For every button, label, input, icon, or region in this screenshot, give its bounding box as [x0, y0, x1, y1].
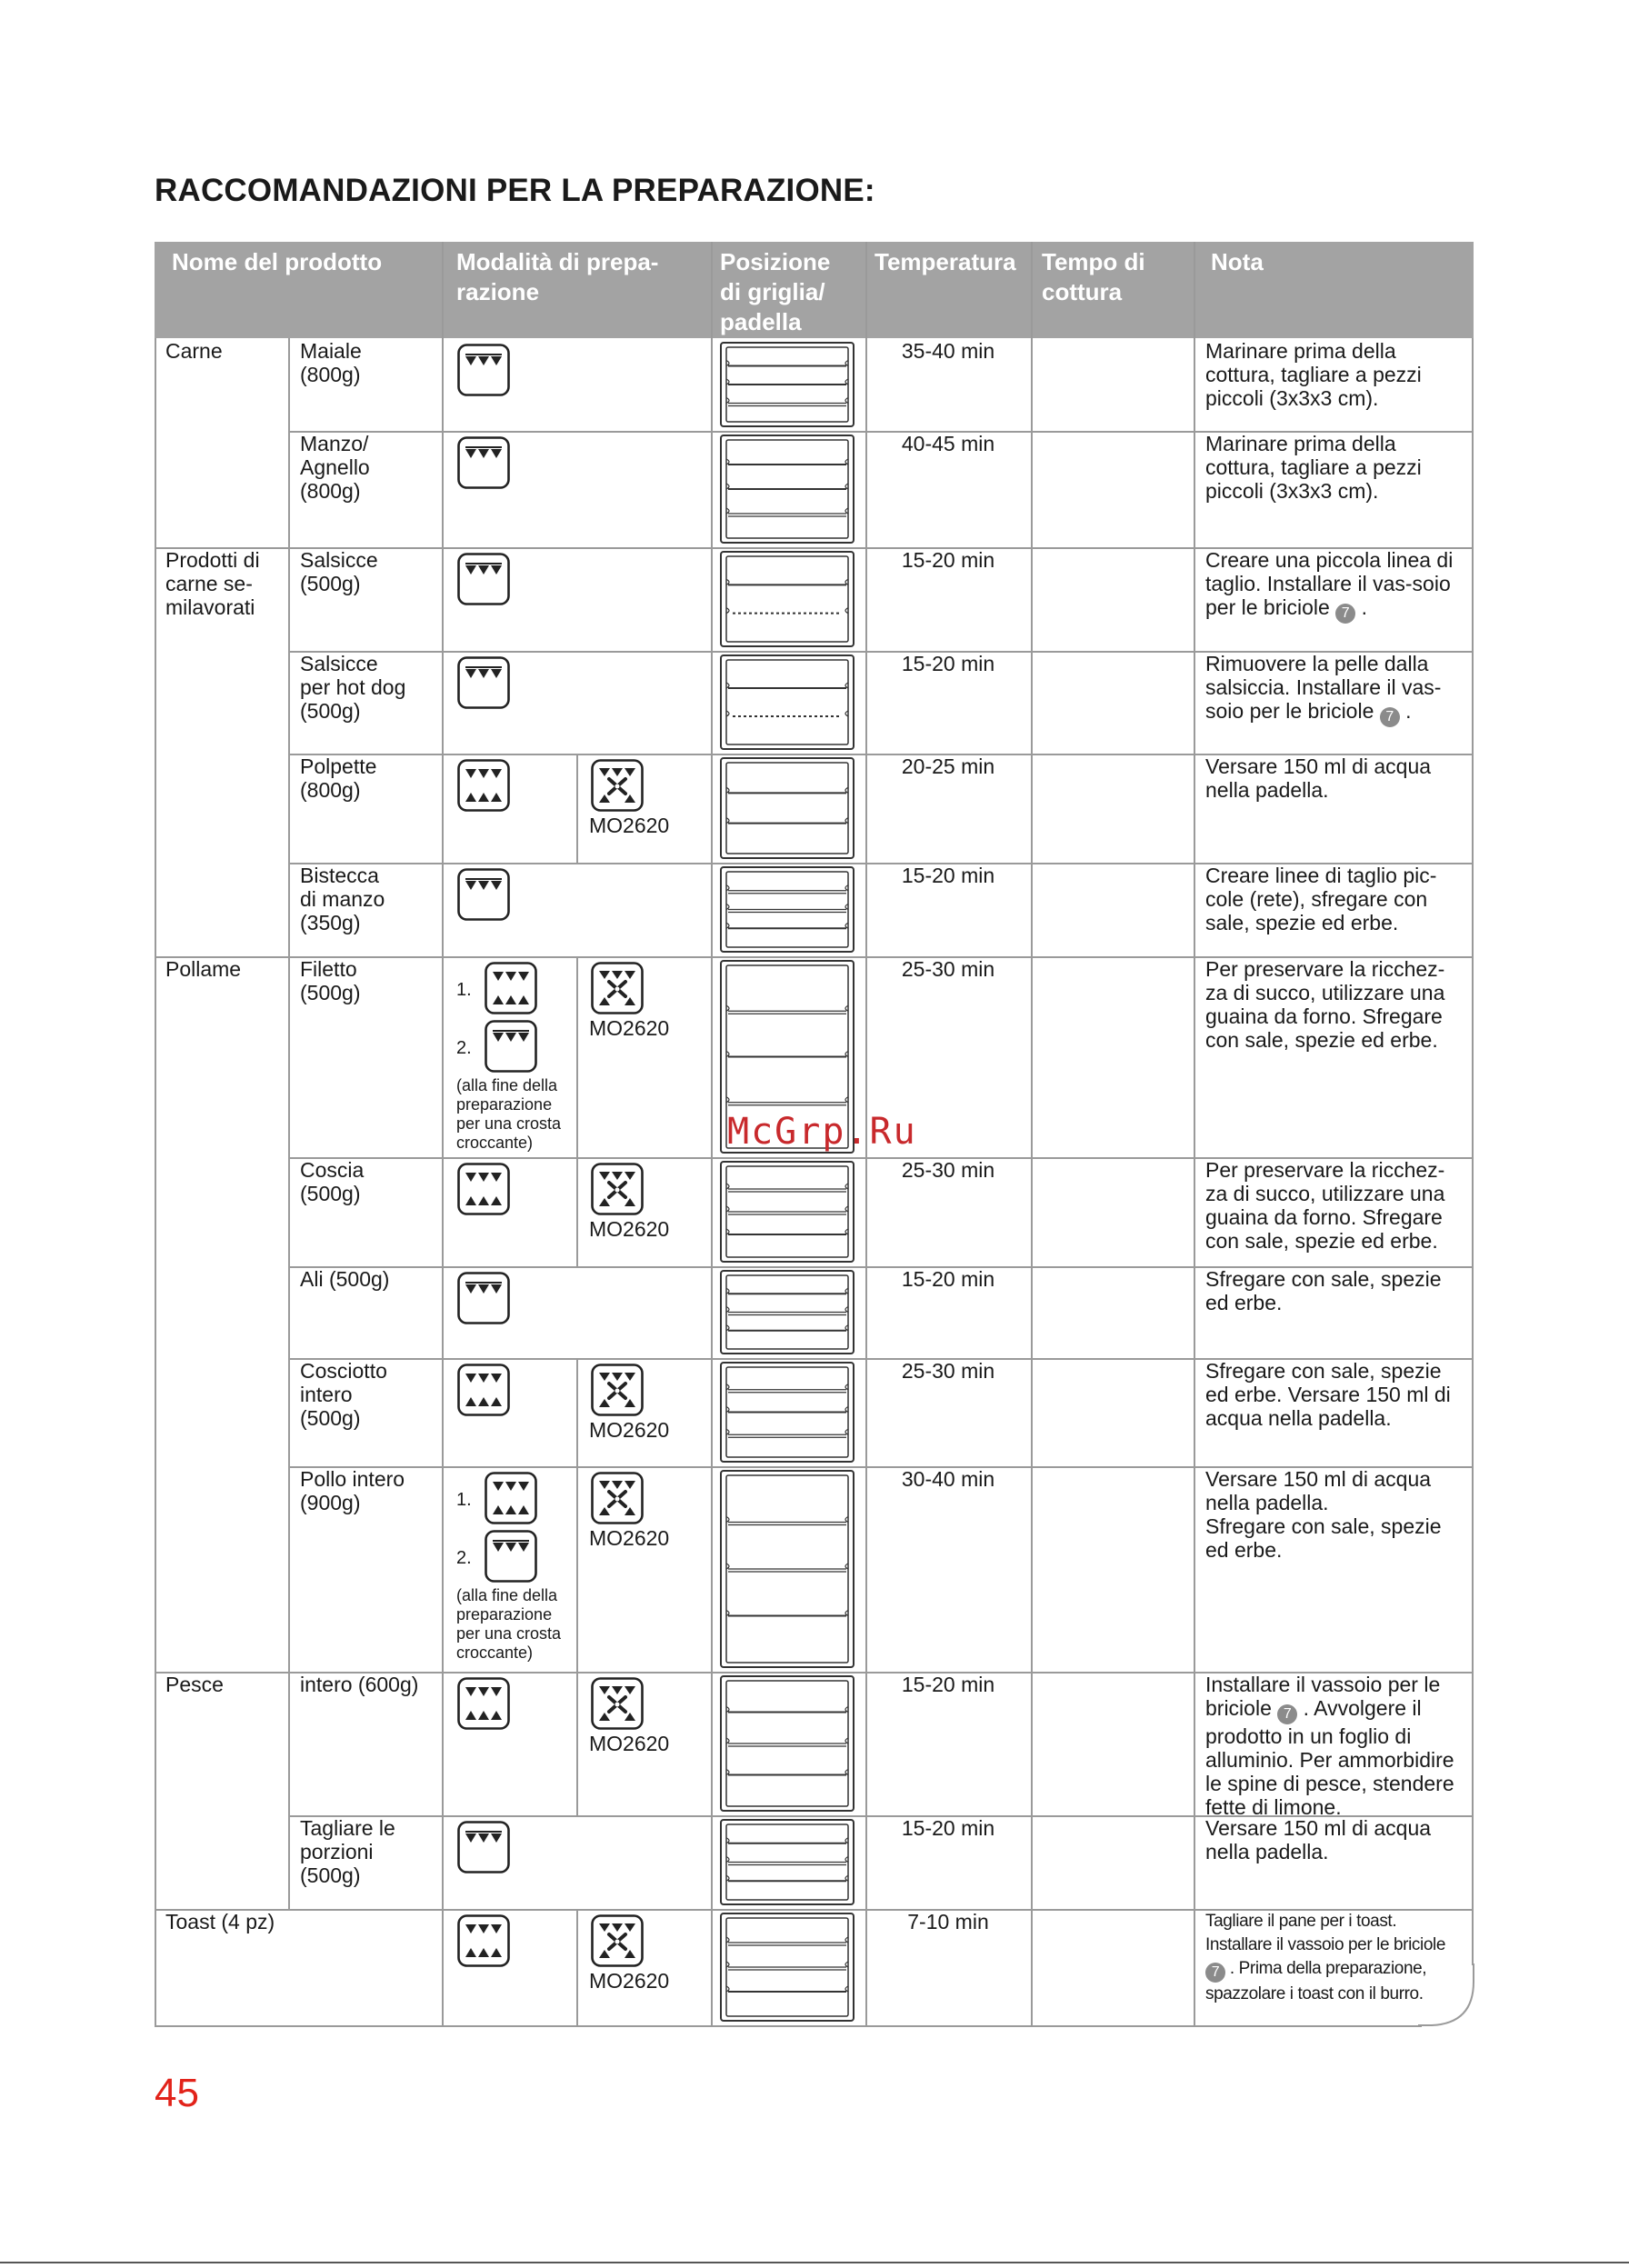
model-label: MO2620	[589, 1732, 670, 1755]
note-text: Versare 150 ml di acqua nella padella.	[1205, 1816, 1432, 1863]
model-label: MO2620	[589, 1016, 670, 1040]
watermark: McGrp.Ru	[727, 1111, 917, 1153]
product-name: Polpette (800g)	[300, 754, 377, 802]
cooking-time: 15-20 min	[901, 652, 995, 675]
note-text-part: Rimuovere la pelle dalla salsiccia. Installare il vas-soio per le briciole	[1205, 652, 1442, 723]
cooking-time: 15-20 min	[901, 1267, 995, 1291]
grill-mode-icon	[457, 1821, 510, 1873]
cooking-time: 35-40 min	[901, 339, 995, 363]
crumb-tray-number-badge: 7	[1277, 1704, 1297, 1724]
rack-position-diagram	[720, 654, 856, 750]
note-text: Sfregare con sale, spezie ed erbe. Versare 150 ml di acqua nella padella.	[1205, 1359, 1451, 1430]
note-text-part: Installare il vassoio per le briciole	[1205, 1673, 1441, 1720]
rack-position-diagram	[720, 1470, 856, 1668]
note-text-part: .	[1405, 699, 1412, 723]
note-text: Sfregare con sale, spezie ed erbe.	[1205, 1267, 1442, 1314]
header-product: Nome del prodotto	[172, 248, 383, 275]
header-position: Posizione di griglia/ padella	[720, 248, 831, 335]
note-text	[1205, 652, 1460, 727]
model-label: MO2620	[589, 1526, 670, 1550]
rack-position-diagram	[720, 435, 856, 544]
product-name: Filetto (500g)	[300, 957, 361, 1004]
convection-grill-mode-icon	[591, 1914, 644, 1967]
table-header	[155, 242, 1474, 338]
convection-grill-mode-icon	[591, 1364, 644, 1416]
mode-column-separator	[576, 1157, 578, 1266]
rack-position-diagram	[720, 866, 856, 953]
note-text: Versare 150 ml di acqua nella padella.	[1205, 754, 1432, 802]
convection-grill-mode-icon	[591, 1163, 644, 1215]
step-number: 2.	[456, 1548, 472, 1568]
rack-position-diagram	[720, 1675, 856, 1812]
note-text-part: Creare una piccola linea di taglio. Installare il vas-soio per le briciole	[1205, 548, 1454, 619]
grill-mode-icon	[457, 656, 510, 709]
convection-grill-mode-icon	[591, 962, 644, 1014]
grill-mode-icon	[457, 553, 510, 605]
cooking-time: 30-40 min	[901, 1467, 995, 1491]
cooking-time: 25-30 min	[901, 1359, 995, 1383]
product-name: Salsicce per hot dog (500g)	[300, 652, 406, 723]
note-text-part: .	[1361, 595, 1367, 619]
note-text	[1205, 1673, 1460, 1819]
page-title: RACCOMANDAZIONI PER LA PREPARAZIONE:	[155, 173, 875, 208]
rack-position-diagram	[720, 342, 856, 427]
model-label: MO2620	[589, 814, 670, 837]
grill-combo-mode-icon	[457, 1677, 510, 1730]
note-text: Marinare prima della cottura, tagliare a pezzi piccoli (3x3x3 cm).	[1205, 339, 1422, 410]
grill-mode-icon	[457, 344, 510, 396]
rack-position-diagram	[720, 1913, 856, 2022]
rack-position-diagram	[720, 1362, 856, 1463]
cooking-time: 15-20 min	[901, 864, 995, 887]
grill-mode-icon	[457, 1272, 510, 1324]
step-number: 2.	[456, 1038, 472, 1058]
step-caption: (alla fine della preparazione per una crosta croccante)	[456, 1076, 562, 1152]
convection-grill-mode-icon	[591, 1677, 644, 1730]
cooking-time: 15-20 min	[901, 548, 995, 572]
grill-combo-mode-icon	[457, 1364, 510, 1416]
mode-column-separator	[576, 754, 578, 863]
category-name: Toast (4 pz)	[165, 1910, 275, 1933]
header-note: Nota	[1211, 248, 1264, 275]
product-name: Manzo/ Agnello (800g)	[300, 432, 370, 503]
convection-grill-mode-icon	[591, 759, 644, 812]
product-name: Salsicce (500g)	[300, 548, 378, 595]
column-separator	[442, 242, 444, 2025]
note-text-part: Tagliare il pane per i toast. Installare il vassoio per le briciole	[1205, 1912, 1445, 1954]
note-text-part: . Prima della preparazione, spazzolare i toast con il burro.	[1205, 1959, 1427, 2003]
grill-mode-icon	[485, 1530, 537, 1583]
grill-combo-mode-icon	[457, 1914, 510, 1967]
product-name: Coscia (500g)	[300, 1158, 365, 1205]
product-name: intero (600g)	[300, 1673, 419, 1696]
column-separator	[1194, 242, 1195, 2025]
cooking-time: 15-20 min	[901, 1816, 995, 1840]
table-border-right	[1472, 338, 1474, 1965]
crumb-tray-number-badge: 7	[1205, 1963, 1225, 1983]
header-temperature: Temperatura	[874, 248, 1016, 275]
note-text: Per preservare la ricchez-za di succo, utilizzare una guaina da forno. Sfregare con sale, spezie ed erbe.	[1205, 1158, 1445, 1253]
category-name: Carne	[165, 339, 223, 363]
convection-grill-mode-icon	[591, 1472, 644, 1524]
page-number: 45	[155, 2071, 199, 2115]
step-number: 1.	[456, 980, 472, 1000]
model-label: MO2620	[589, 1217, 670, 1241]
rack-position-diagram	[720, 1270, 856, 1354]
mode-column-separator	[576, 1358, 578, 1466]
cooking-time: 40-45 min	[901, 432, 995, 455]
note-text-part: . Avvolgere il prodotto in un foglio di alluminio. Per ammorbidire le spine di pesce, stendere fette di limone.	[1205, 1696, 1454, 1819]
product-name: Cosciotto intero (500g)	[300, 1359, 387, 1430]
note-text	[1205, 548, 1460, 624]
grill-mode-icon	[457, 868, 510, 921]
note-text: Marinare prima della cottura, tagliare a pezzi piccoli (3x3x3 cm).	[1205, 432, 1422, 503]
model-label: MO2620	[589, 1969, 670, 1993]
cooking-time: 25-30 min	[901, 1158, 995, 1182]
product-name: Tagliare le porzioni (500g)	[300, 1816, 395, 1887]
product-name: Maiale (800g)	[300, 339, 362, 386]
header-mode: Modalità di prepa- razione	[456, 248, 659, 305]
rack-position-diagram	[720, 551, 856, 647]
mode-column-separator	[576, 1672, 578, 1815]
mode-column-separator	[576, 1466, 578, 1672]
table-corner-curve	[1418, 1963, 1474, 2027]
model-label: MO2620	[589, 1418, 670, 1442]
table-border-bottom	[155, 2025, 1422, 2027]
category-name: Prodotti di carne se- milavorati	[165, 548, 260, 619]
product-name: Ali (500g)	[300, 1267, 390, 1291]
cooking-time: 15-20 min	[901, 1673, 995, 1696]
header-time: Tempo di cottura	[1042, 248, 1145, 305]
mode-column-separator	[576, 956, 578, 1157]
grill-mode-icon	[457, 436, 510, 489]
rack-position-diagram	[720, 757, 856, 859]
grill-combo-mode-icon	[485, 1472, 537, 1524]
crumb-tray-number-badge: 7	[1335, 604, 1355, 624]
step-caption: (alla fine della preparazione per una crosta croccante)	[456, 1586, 562, 1662]
column-separator	[1031, 242, 1033, 2025]
column-separator	[711, 242, 713, 2025]
cooking-time: 7-10 min	[907, 1910, 989, 1933]
cooking-time: 20-25 min	[901, 754, 995, 778]
grill-mode-icon	[485, 1020, 537, 1073]
table-border-left	[155, 338, 156, 2025]
grill-combo-mode-icon	[457, 759, 510, 812]
cooking-time: 25-30 min	[901, 957, 995, 981]
crumb-tray-number-badge: 7	[1380, 707, 1400, 727]
step-number: 1.	[456, 1490, 472, 1510]
product-name: Bistecca di manzo (350g)	[300, 864, 385, 934]
bottom-rule	[0, 2262, 1629, 2263]
grill-combo-mode-icon	[485, 962, 537, 1014]
category-name: Pollame	[165, 957, 242, 981]
grill-combo-mode-icon	[457, 1163, 510, 1215]
category-name: Pesce	[165, 1673, 224, 1696]
mode-column-separator	[576, 1909, 578, 2025]
note-text: Versare 150 ml di acqua nella padella. Sfregare con sale, spezie ed erbe.	[1205, 1467, 1442, 1562]
product-name: Pollo intero (900g)	[300, 1467, 405, 1514]
rack-position-diagram	[720, 1819, 856, 1905]
rack-position-diagram	[720, 1161, 856, 1263]
note-text: Per preservare la ricchez-za di succo, utilizzare una guaina da forno. Sfregare con sale, spezie ed erbe.	[1205, 957, 1445, 1052]
note-text: Creare linee di taglio pic-cole (rete), sfregare con sale, spezie ed erbe.	[1205, 864, 1437, 934]
